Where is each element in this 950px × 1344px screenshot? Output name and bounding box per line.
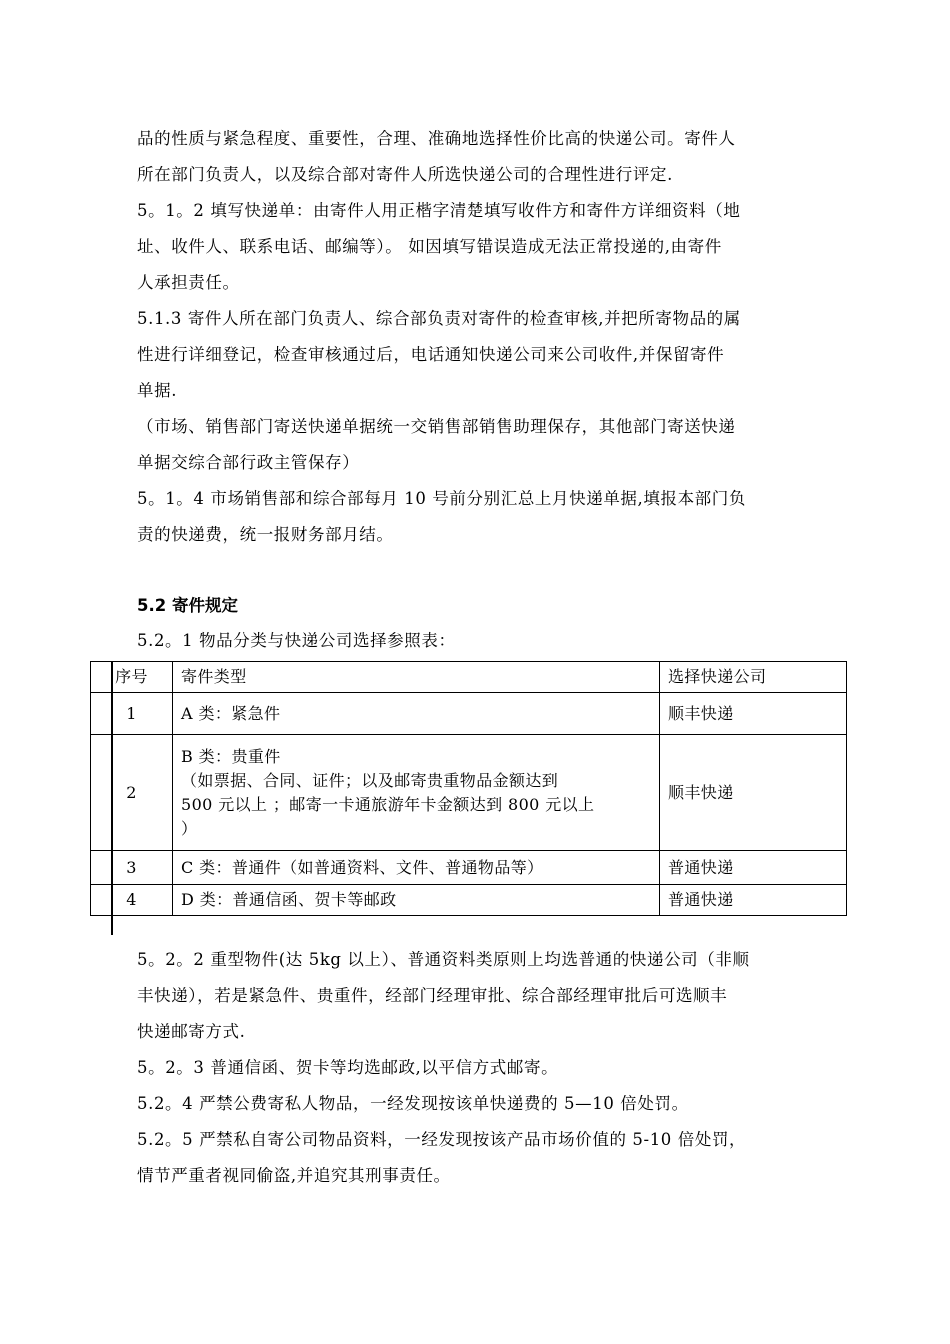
row-type-line: B 类：贵重件 <box>181 746 281 766</box>
table-row <box>91 735 847 851</box>
paragraph-line: 5。1。2 填写快递单：由寄件人用正楷字清楚填写收件方和寄件方详细资料（地 <box>137 201 741 220</box>
paragraph-line: 所在部门负责人，以及综合部对寄件人所选快递公司的合理性进行评定. <box>137 165 673 184</box>
table-caption: 5.2。1 物品分类与快递公司选择参照表： <box>137 631 456 650</box>
paragraph-line: 址、收件人、联系电话、邮编等）。 如因填写错误造成无法正常投递的,由寄件 <box>137 237 722 256</box>
paragraph-line: 性进行详细登记，检查审核通过后，电话通知快递公司来公司收件,并保留寄件 <box>137 345 725 364</box>
header-no: 序号 <box>91 662 173 693</box>
table-row <box>91 885 847 916</box>
paragraph-line: 情节严重者视同偷盗,并追究其刑事责任。 <box>137 1166 451 1185</box>
paragraph-line: 5。1。4 市场销售部和综合部每月 10 号前分别汇总上月快递单据,填报本部门负 <box>137 489 746 508</box>
paragraph-line: 5。2。3 普通信函、贺卡等均选邮政,以平信方式邮寄。 <box>137 1058 559 1077</box>
row-company: 普通快递 <box>660 885 847 916</box>
row-type-line: 500 元以上 ；邮寄一卡通旅游年卡金额达到 800 元以上 <box>181 794 595 814</box>
row-company: 普通快递 <box>660 851 847 885</box>
row-type: A 类：紧急件 <box>173 693 660 735</box>
paragraph-line: 单据. <box>137 381 178 400</box>
row-type: C 类：普通件（如普通资料、文件、普通物品等） <box>173 851 660 885</box>
paragraph-line: 责的快递费，统一报财务部月结。 <box>137 525 394 544</box>
paragraph-line: 快递邮寄方式. <box>137 1022 246 1041</box>
row-no: 1 <box>91 693 173 735</box>
header-company: 选择快递公司 <box>660 662 847 693</box>
table-row <box>91 851 847 885</box>
paragraph-line: （市场、销售部门寄送快递单据统一交销售部销售助理保存，其他部门寄送快递 <box>137 417 736 436</box>
table-left-rule <box>111 662 113 935</box>
section-heading: 5.2 寄件规定 <box>137 596 238 615</box>
row-type <box>173 735 660 851</box>
paragraph-line: 5.1.3 寄件人所在部门负责人、综合部负责对寄件的检查审核,并把所寄物品的属 <box>137 309 741 328</box>
header-type: 寄件类型 <box>173 662 660 693</box>
paragraph-line: 5.2。5 严禁私自寄公司物品资料，一经发现按该产品市场价值的 5-10 倍处罚， <box>137 1130 747 1149</box>
row-company: 顺丰快递 <box>660 735 847 851</box>
paragraph-line: 丰快递），若是紧急件、贵重件，经部门经理审批、综合部经理审批后可选顺丰 <box>137 986 728 1005</box>
paragraph-line: 5。2。2 重型物件(达 5kg 以上）、普通资料类原则上均选普通的快递公司（非顺 <box>137 950 750 969</box>
courier-reference-table <box>90 661 847 916</box>
row-type-line: （如票据、合同、证件；以及邮寄贵重物品金额达到 <box>181 770 559 790</box>
paragraph-line: 品的性质与紧急程度、重要性，合理、准确地选择性价比高的快递公司。寄件人 <box>137 129 736 148</box>
paragraph-line: 5.2。4 严禁公费寄私人物品，一经发现按该单快递费的 5—10 倍处罚。 <box>137 1094 689 1113</box>
table-header-row <box>91 662 847 693</box>
row-company: 顺丰快递 <box>660 693 847 735</box>
row-type: D 类：普通信函、贺卡等邮政 <box>173 885 660 916</box>
row-no: 4 <box>91 885 173 916</box>
paragraph-line: 单据交综合部行政主管保存） <box>137 453 360 472</box>
row-type-line: ） <box>181 818 198 838</box>
table-row <box>91 693 847 735</box>
row-no: 2 <box>91 735 173 851</box>
row-no: 3 <box>91 851 173 885</box>
paragraph-line: 人承担责任。 <box>137 273 240 292</box>
